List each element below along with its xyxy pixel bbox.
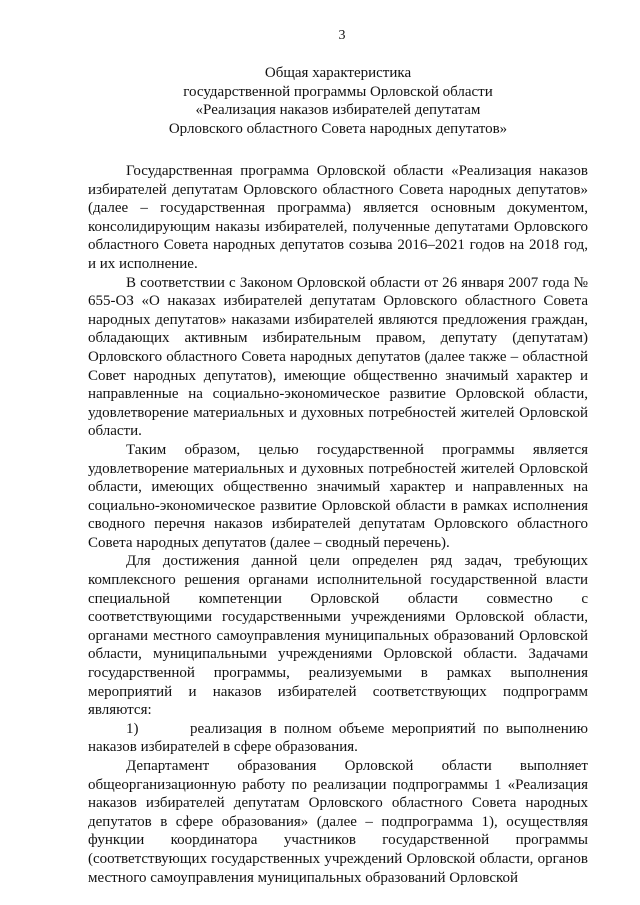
section-heading [88, 64, 588, 138]
heading-line: Общая характеристика [264, 65, 412, 81]
heading-line: государственной программы Орловской области [183, 83, 493, 100]
heading-line: Орловского областного Совета народных депутатов» [168, 120, 508, 137]
list-item: 1) реализация в полном объеме мероприятий по выполнению наказов избирателей в сфере образования. [88, 720, 588, 756]
paragraph: В соответствии с Законом Орловской области от 26 января 2007 года № 655-ОЗ «О наказах избирателей депутатам Орловского областного Совета народных депутатов» наказами избирателей являются предложения граждан, обладающих активным избирательным правом, депутату (депутатам) Орловского областного Совета народных депутатов (далее также – областной Совет народных депутатов), имеющие общественно значимый характер и направленные на социально-экономическое развитие Орловской области, удовлетворение материальных и духовных потребностей жителей Орловской области. [88, 274, 588, 440]
page-number: 3 [338, 28, 346, 43]
paragraph: Для достижения данной цели определен ряд задач, требующих комплексного решения органами исполнительной государственной власти специальной компетенции Орловской области совместно с соответствующими государственными учреждениями Орловской области, органами местного самоуправления муниципальных образований Орловской области, муниципальными учреждениями Орловской области. Задачами государственной программы, реализуемыми в рамках выполнения мероприятий и наказов избирателей соответствующих подпрограмм являются: [88, 553, 588, 719]
body-text [88, 162, 588, 887]
heading-line: «Реализация наказов избирателей депутатам [195, 102, 481, 118]
paragraph: Департамент образования Орловской области выполняет общеорганизационную работу по реализации подпрограммы 1 «Реализация наказов избирателей депутатам Орловского областного Совета народных депутатов в сфере образования» (далее – подпрограмма 1), осуществляя функции координатора участников государственной программы (соответствующих государственных учреждений Орловской области, органов местного самоуправления муниципальных образований Орловской [88, 758, 588, 886]
paragraph: Таким образом, целью государственной программы является удовлетворение материальных и духовных потребностей жителей Орловской области, имеющих общественно значимый характер и направленных на социально-экономическое развитие Орловской области в рамках исполнения сводного перечня наказов избирателей депутатам Орловского областного Совета народных депутатов (далее – сводный перечень). [88, 441, 588, 551]
paragraph: Государственная программа Орловской области «Реализация наказов избирателей депутатам Орловского областного Совета народных депутатов» (далее – государственная программа) является основным документом, консолидирующим наказы избирателей, полученные депутатами Орловского областного Совета народных депутатов созыва 2016–2021 годов на 2018 год, и их исполнение. [88, 163, 588, 272]
